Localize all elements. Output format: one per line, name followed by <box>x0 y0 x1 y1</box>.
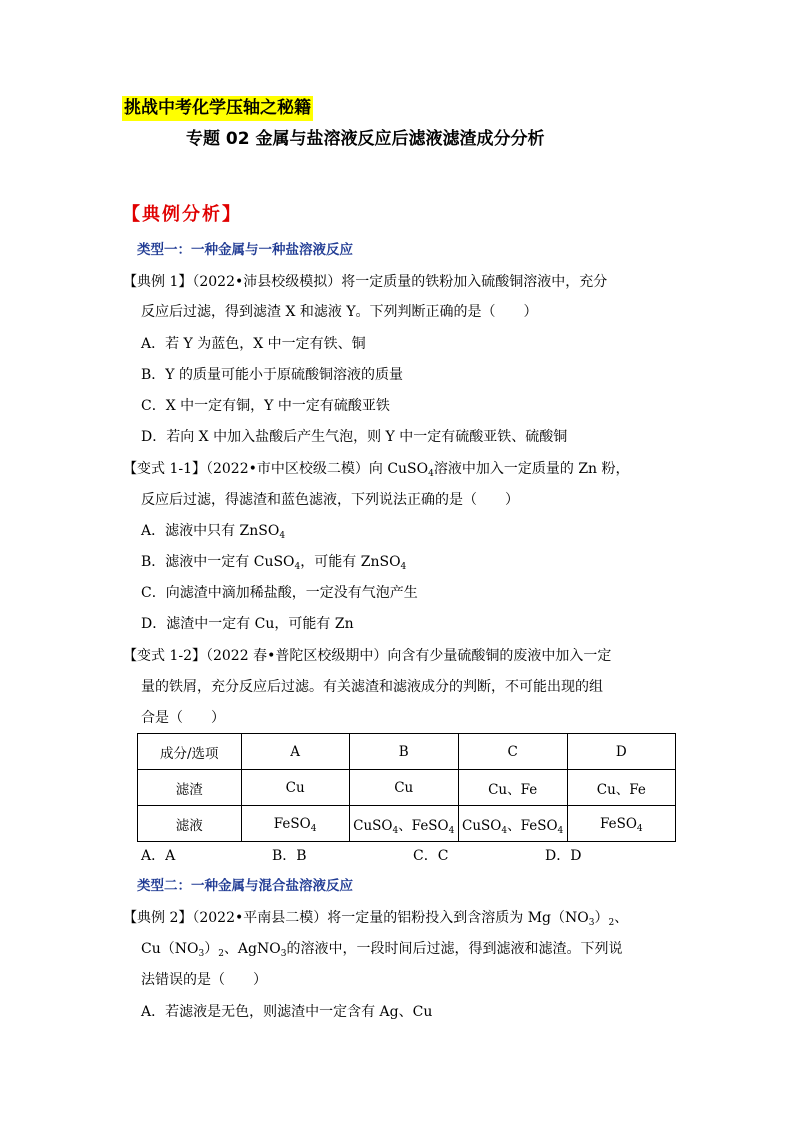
table-cell: Cu <box>241 770 349 806</box>
cell-text: 、FeSO <box>507 817 558 834</box>
answer-option-c: C．C <box>413 848 449 864</box>
table-cell: B <box>349 734 458 770</box>
table-cell: A <box>241 734 349 770</box>
subscript: 4 <box>636 823 643 834</box>
table-cell: 滤液 <box>138 806 242 842</box>
variant1-2-stem-line2: 量的铁屑，充分反应后过滤。有关滤渣和滤液成分的判断，不可能出现的组 <box>141 679 603 695</box>
variant1-1-option-a <box>141 521 285 541</box>
type2-heading: 类型二：一种金属与混合盐溶液反应 <box>137 878 353 894</box>
example1-option-d: D．若向 X 中加入盐酸后产生气泡，则 Y 中一定有硫酸亚铁、硫酸铜 <box>141 429 568 445</box>
subscript: 4 <box>294 562 301 572</box>
stem-text: 、AgNO <box>223 941 281 957</box>
table-cell: 成分/选项 <box>138 734 242 770</box>
stem-text: ） <box>594 910 609 926</box>
variant1-1-stem-line1 <box>123 459 630 479</box>
answer-option-a: A．A <box>141 848 176 864</box>
table-cell <box>241 806 349 842</box>
table-cell <box>349 806 458 842</box>
stem-text: 溶液中加入一定质量的 Zn 粉， <box>433 461 630 477</box>
variant1-1-option-b <box>141 552 406 572</box>
subscript: 4 <box>501 825 508 836</box>
subscript: 4 <box>279 531 286 541</box>
example2-stem-line1 <box>123 908 628 928</box>
variant1-1-option-c: C．向滤渣中滴加稀盐酸，一定没有气泡产生 <box>141 585 418 601</box>
table-cell: C <box>458 734 567 770</box>
table-row <box>138 770 676 806</box>
subscript: 3 <box>280 949 287 959</box>
cell-text: CuSO <box>353 817 393 834</box>
series-title: 挑战中考化学压轴之秘籍 <box>122 96 313 121</box>
stem-text: ） <box>204 941 219 957</box>
example1-stem-line2: 反应后过滤，得到滤渣 X 和滤液 Y。下列判断正确的是（ ） <box>141 304 538 320</box>
subscript: 4 <box>392 825 399 836</box>
example1-option-c: C．X 中一定有铜，Y 中一定有硫酸亚铁 <box>141 398 390 414</box>
cell-text: 、FeSO <box>398 817 449 834</box>
subscript: 2 <box>218 949 224 959</box>
answer-option-d: D．D <box>545 848 582 864</box>
cell-text: CuSO <box>462 817 502 834</box>
variant1-2-stem-line1: 【变式 1-2】（2022 春•普陀区校级期中）向含有少量硫酸铜的废液中加入一定 <box>123 648 612 664</box>
table-cell: Cu <box>349 770 458 806</box>
answer-option-b: B．B <box>272 848 307 864</box>
table-cell <box>458 806 567 842</box>
subscript: 4 <box>448 825 455 836</box>
example2-option-a: A．若滤液是无色，则滤渣中一定含有 Ag、Cu <box>141 1004 433 1020</box>
option-text: A．滤液中只有 ZnSO <box>141 523 280 539</box>
type1-heading: 类型一：一种金属与一种盐溶液反应 <box>137 242 353 258</box>
variant1-1-stem-line2: 反应后过滤，得滤渣和蓝色滤液，下列说法正确的是（ ） <box>141 492 519 508</box>
variant1-1-option-d: D．滤渣中一定有 Cu，可能有 Zn <box>141 616 354 632</box>
variant1-2-stem-line3: 合是（ ） <box>141 710 225 726</box>
section-label: 【典例分析】 <box>122 204 242 225</box>
table-cell: 滤渣 <box>138 770 242 806</box>
cell-text: FeSO <box>599 815 637 832</box>
subscript: 2 <box>608 918 615 928</box>
subscript: 4 <box>310 823 317 834</box>
example1-stem-line1: 【典例 1】（2022•沛县校级模拟）将一定质量的铁粉加入硫酸铜溶液中，充分 <box>123 274 608 290</box>
example1-option-a: A．若 Y 为蓝色，X 中一定有铁、铜 <box>141 336 366 352</box>
table-cell: Cu、Fe <box>458 770 567 806</box>
stem-text: Cu（NO <box>141 941 199 957</box>
stem-text: 【变式 1-1】（2022•市中区校级二模）向 CuSO <box>123 461 429 477</box>
table-row <box>138 806 676 842</box>
table-cell: D <box>567 734 675 770</box>
stem-text: 【典例 2】（2022•平南县二模）将一定量的铝粉投入到含溶质为 Mg（NO <box>123 910 589 926</box>
subscript: 3 <box>198 949 205 959</box>
option-text: B．滤液中一定有 CuSO <box>141 554 295 570</box>
example2-stem-line2 <box>141 939 622 959</box>
stem-text: 、 <box>614 910 629 926</box>
example2-stem-line3: 法错误的是（ ） <box>141 972 267 988</box>
cell-text: FeSO <box>273 815 311 832</box>
stem-text: 的溶液中，一段时间后过滤，得到滤液和滤渣。下列说 <box>286 941 623 957</box>
table-cell <box>567 806 675 842</box>
subscript: 4 <box>557 825 564 836</box>
table-cell: Cu、Fe <box>567 770 675 806</box>
subscript: 4 <box>428 469 434 479</box>
option-text: ，可能有 ZnSO <box>300 554 401 570</box>
subscript: 4 <box>400 562 407 572</box>
topic-title: 专题 02 金属与盐溶液反应后滤液滤渣成分分析 <box>186 129 545 149</box>
composition-table <box>137 733 676 842</box>
table-row <box>138 734 676 770</box>
subscript: 3 <box>588 918 595 928</box>
example1-option-b: B．Y 的质量可能小于原硫酸铜溶液的质量 <box>141 367 403 383</box>
